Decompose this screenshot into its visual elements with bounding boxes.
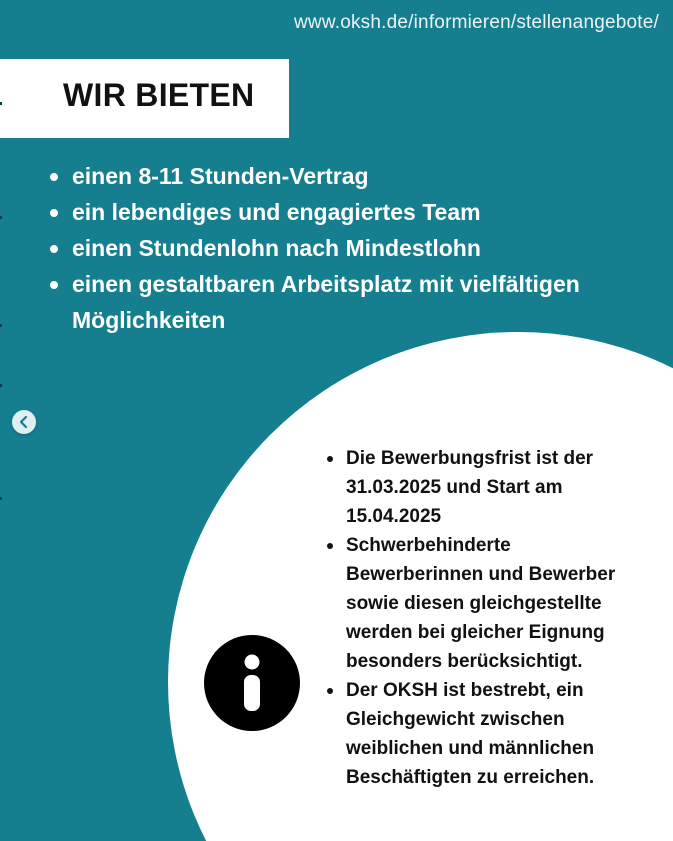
edge-mark [0,324,2,327]
info-item: Die Bewerbungsfrist ist der 31.03.2025 und Start am 15.04.2025 [324,444,644,531]
info-icon [204,635,300,731]
edge-mark [0,216,2,219]
page-title: WIR BIETEN [63,77,255,113]
website-url: www.oksh.de/informieren/stellenangebote/ [294,12,659,33]
previous-slide-button[interactable] [12,410,36,434]
chevron-left-icon [12,410,36,434]
heading-box [0,59,289,138]
info-list [324,444,644,792]
offer-item: einen gestaltbaren Arbeitsplatz mit vielfältigen Möglichkeiten [47,266,647,338]
edge-mark [0,102,2,105]
offer-item: ein lebendiges und engagiertes Team [47,194,647,230]
offer-list [47,158,647,338]
edge-mark [0,497,2,500]
offer-item: einen Stundenlohn nach Mindestlohn [47,230,647,266]
info-item: Schwerbehinderte Bewerberinnen und Bewerber sowie diesen gleichgestellte werden bei gleicher Eignung besonders berücksichtigt. [324,531,644,676]
info-item: Der OKSH ist bestrebt, ein Gleichgewicht zwischen weiblichen und männlichen Beschäftigten zu erreichen. [324,676,644,792]
edge-mark [0,384,2,387]
offer-item: einen 8-11 Stunden-Vertrag [47,158,647,194]
